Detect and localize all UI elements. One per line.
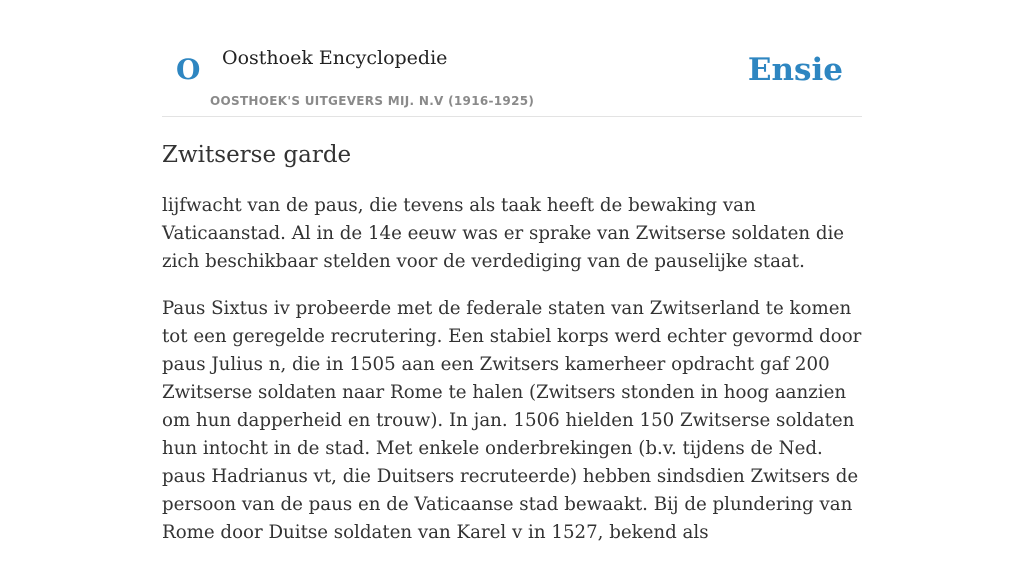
- source-title[interactable]: Oosthoek Encyclopedie: [222, 47, 448, 69]
- ensie-logo-link[interactable]: Ensie: [747, 52, 843, 88]
- source-header: [162, 0, 862, 117]
- source-logo[interactable]: O: [176, 53, 201, 86]
- source-subtitle: OOSTHOEK'S UITGEVERS MIJ. N.V (1916-1925): [210, 94, 535, 108]
- article-title: Zwitserse garde: [162, 142, 352, 168]
- article-paragraph-1: lijfwacht van de paus, die tevens als taak heeft de bewaking van Vaticaanstad. Al in de 14e eeuw was er sprake van Zwitserse soldaten die zich beschikbaar stelden voor de verdediging van de pauselijke staat.: [162, 195, 845, 272]
- article-body: [162, 192, 862, 566]
- article-paragraph-2: Paus Sixtus iv probeerde met de federale staten van Zwitserland te komen tot een geregelde recrutering. Een stabiel korps werd echter gevormd door paus Julius n, die in 1505 aan een Zwitsers kamerheer opdracht gaf 200 Zwitserse soldaten naar Rome te halen (Zwitsers stonden in hoog aanzien om hun dapperheid en trouw). In jan. 1506 hielden 150 Zwitserse soldaten hun intocht in de stad. Met enkele onderbrekingen (b.v. tijdens de Ned. paus Hadrianus vt, die Duitsers recruteerde) hebben sindsdien Zwitsers de persoon van de paus en de Vaticaanse stad bewaakt. Bij de plundering van Rome door Duitse soldaten van Karel v in 1527, bekend als: [162, 298, 862, 543]
